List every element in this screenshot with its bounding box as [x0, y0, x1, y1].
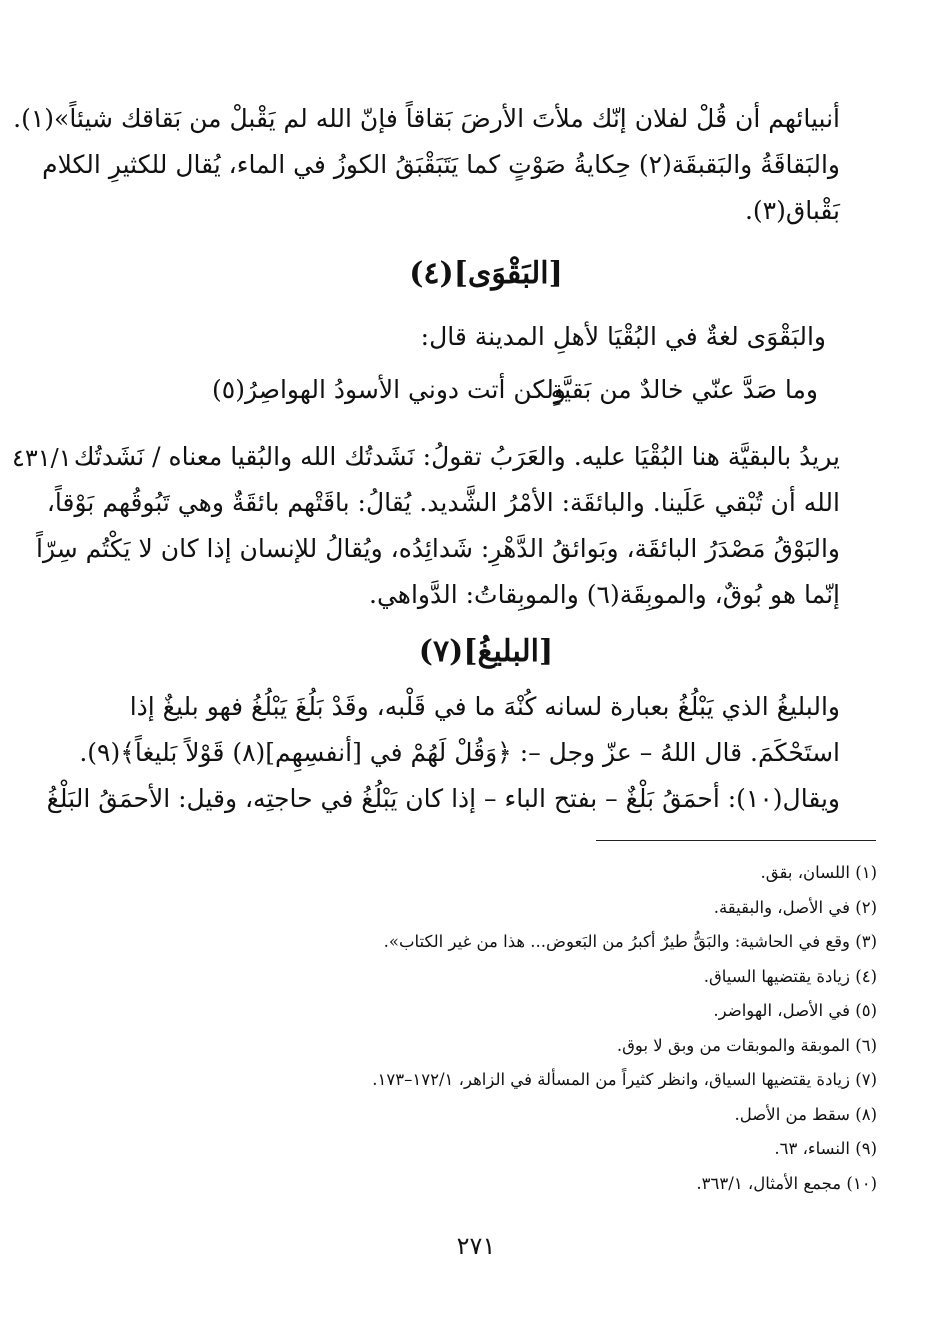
section-heading-baligh: [البليغُ](٧) — [418, 634, 554, 669]
footnote: (٥) في الأصل، الهواضر. — [713, 1001, 877, 1020]
section-heading-baqwa: [البَقْوَى](٤) — [409, 256, 563, 291]
footnote-separator — [596, 840, 876, 841]
baligh-paragraph — [46, 684, 840, 822]
text-line: والبَوْقُ مَصْدَرُ البائقَة، وبَوائقُ الدَّهْرِ: شَدائِدُه، ويُقالُ للإنسان إذا كان لا يَكْتُم سِرّاً — [36, 534, 840, 563]
footnote: (٣) وقع في الحاشية: والبَقُّ طيرٌ أكبرُ من البَعوض... هذا من غير الكتاب». — [383, 932, 877, 951]
text-line: والبَقاقَةُ والبَقبقَة(٢) حِكايةُ صَوْتٍ كما يَتَبَقْبَقُ الكوزُ في الماء، يُقال للكثيرِ الكلام — [42, 150, 840, 179]
footnote: (١) اللسان، بقق. — [760, 863, 877, 882]
page-number: ٢٧١ — [456, 1232, 496, 1260]
footnotes — [132, 856, 877, 1201]
footnote: (٨) سقط من الأصل. — [734, 1104, 877, 1124]
baqwa-intro — [132, 314, 840, 360]
top-paragraph — [13, 96, 840, 234]
footnote: (٧) زيادة يقتضيها السياق، وانظر كثيراً من المسألة في الزاهر، ١٧٢/١–١٧٣. — [372, 1070, 877, 1089]
text-line: والبليغُ الذي يَبْلُغُ بعبارة لسانه كُنْهَ ما في قَلْبه، وقَدْ بَلُغَ يَبْلُغُ فهو بليغٌ إذا — [129, 692, 840, 721]
text-line: إنّما هو بُوقٌ، والموبِقَة(٦) والموبِقاتُ: الدَّواهي. — [369, 580, 840, 609]
text-line: بَقْباق(٣). — [744, 196, 840, 225]
text-line: الله أن تُبْقي عَلَينا. والبائقَة: الأمْرُ الشَّديد. يُقالُ: باقَتْهم بائقَةٌ وهي تَبُوقُهم بَوْقاً، — [46, 488, 840, 517]
text-line: أنبيائهم أن قُلْ لفلان إنّك ملأتَ الأرضَ بَقاقاً فإنّ الله لم يَقْبلْ من بَقاقك شيئاً»(١). — [13, 104, 840, 133]
poetry-verse — [132, 370, 840, 410]
text-line: والبَقْوَى لغةٌ في البُقْيَا لأهلِ المدينة قال: — [420, 322, 826, 351]
footnote: (٩) النساء، ٦٣. — [774, 1139, 877, 1158]
verse-second-hemistich: ولكن أتت دوني الأسودُ الهواصِرُ(٥) — [212, 375, 566, 404]
text-line: ويقال(١٠): أحمَقُ بَلْغٌ – بفتح الباء – إذا كان يَبْلُغُ في حاجتِه، وقيل: الأحمَقُ البَلْغُ — [46, 784, 840, 813]
footnote: (٢) في الأصل، والبقيقة. — [713, 897, 877, 917]
footnote: (٤) زيادة يقتضيها السياق. — [703, 966, 877, 986]
text-line: استَحْكَمَ. قال اللهُ – عزّ وجل –: ﴿وَقُلْ لَهُمْ في [أنفسِهِم](٨) قَوْلاً بَليغاً﴾(٩). — [79, 738, 840, 767]
footnote: (١٠) مجمع الأمثال، ٣٦٣/١. — [696, 1173, 877, 1193]
verse-first-hemistich: وما صَدَّ عنّي خالدٌ من بَقيَّةٍ — [550, 375, 818, 404]
text-line: يريدُ بالبقيَّة هنا البُقْيَا عليه. والعَرَبُ تقولُ: نَشَدتُك الله والبُقيا معناه / نَشَدتُك — [73, 442, 840, 471]
margin-reference: ٤٣١/١ — [12, 444, 72, 472]
footnote: (٦) الموبقة والموبقات من وبق لا بوق. — [616, 1035, 877, 1055]
